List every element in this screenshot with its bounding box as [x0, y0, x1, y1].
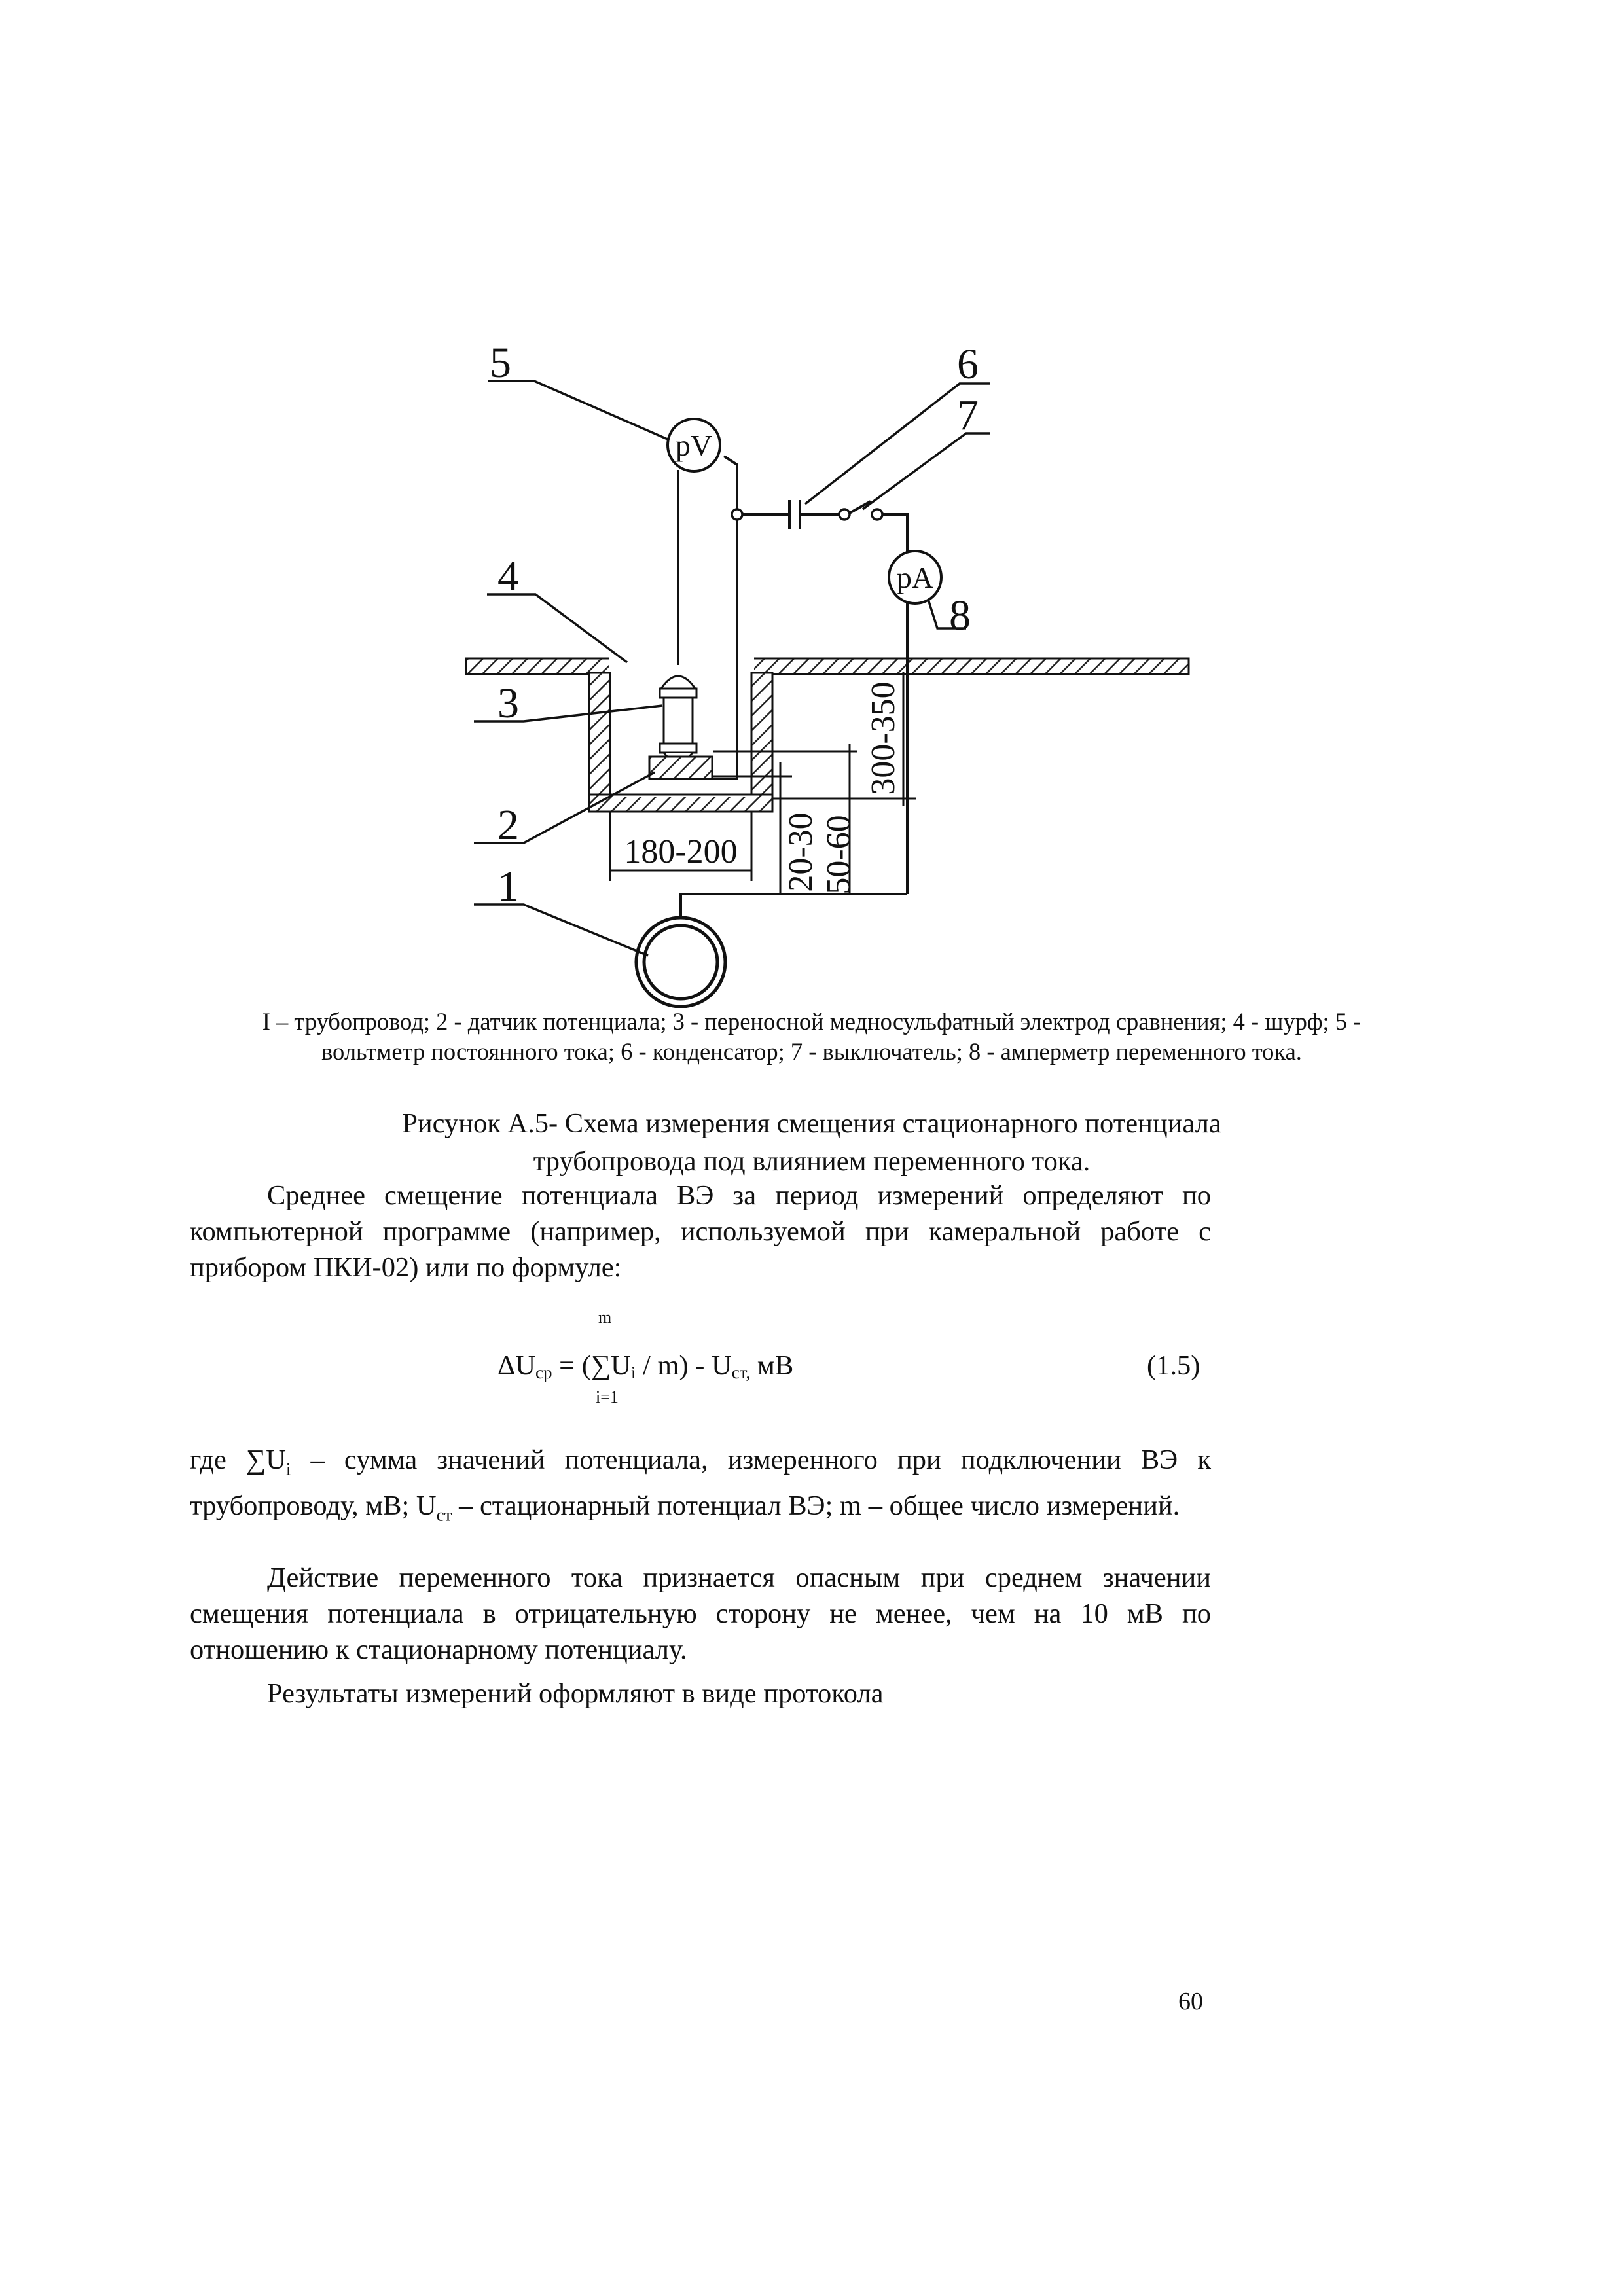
formula-delta-u: ΔU	[497, 1350, 536, 1381]
dim-sensor-depth: 50-60	[820, 815, 857, 895]
label-7: 7	[957, 391, 979, 439]
definitions-part-2: – сумма значений потенциала, измеренного при подключении ВЭ к трубопроводу, мВ; U	[190, 1444, 1211, 1521]
label-5: 5	[490, 339, 511, 387]
paragraph-protocol: Результаты измерений оформляют в виде протокола	[267, 1678, 884, 1709]
equation-number: (1.5)	[1147, 1350, 1200, 1381]
page-number: 60	[1178, 1988, 1203, 2015]
formula-eq-open: = (∑U	[552, 1350, 631, 1381]
voltmeter-label: pV	[675, 429, 713, 462]
figure-caption	[236, 1105, 1388, 1181]
paragraph-formula-intro: Среднее смещение потенциала ВЭ за период измерений определяют по компьютерной программе (например, используемой при камеральной работе с прибором ПКИ-02) или по формуле:	[190, 1180, 1211, 1283]
pipeline	[636, 918, 725, 1007]
formula-sub-st: ст,	[731, 1363, 751, 1382]
formula-1-5	[497, 1350, 793, 1383]
paragraph-definitions	[190, 1442, 1211, 1533]
ammeter	[889, 551, 941, 603]
formula-unit: мВ	[750, 1350, 794, 1381]
label-3: 3	[497, 679, 519, 727]
label-6: 6	[957, 340, 979, 388]
figure-caption-line-1: Рисунок А.5- Схема измерения смещения стационарного потенциала	[402, 1108, 1221, 1139]
dim-sensor-gap: 20-30	[782, 812, 820, 892]
dim-pit-width: 180-200	[624, 833, 738, 870]
dim-depth: 300-350	[865, 681, 902, 795]
formula-sub-i: i	[630, 1363, 636, 1382]
label-8: 8	[949, 592, 971, 639]
figure-legend: I – трубопровод; 2 - датчик потенциала; 3 - переносной медносульфатный электрод сравнения; 4 - шурф; 5 - вольтметр постоянного тока; 6 - конденсатор; 7 - выключатель; 8 - амперметр переменного тока.	[262, 1008, 1362, 1065]
voltmeter	[668, 419, 720, 471]
label-2: 2	[497, 801, 519, 849]
definitions-part-1: где ∑U	[190, 1444, 286, 1475]
definitions-sub-st: ст	[436, 1505, 452, 1524]
label-1: 1	[497, 863, 519, 910]
paragraph-danger-criterion: Действие переменного тока признается опасным при среднем значении смещения потенциала в отрицательную сторону не менее, чем на 10 мВ по отношению к стационарному потенциалу.	[190, 1562, 1211, 1665]
formula-middle: / m) - U	[636, 1350, 732, 1381]
measurement-circuit-diagram	[0, 0, 1624, 1008]
reference-electrode	[660, 676, 696, 762]
definitions-sub-i: i	[285, 1459, 291, 1479]
sum-upper-limit: m	[598, 1308, 612, 1327]
soil-and-pit	[466, 657, 1189, 812]
label-4: 4	[497, 552, 519, 600]
potential-sensor	[649, 757, 712, 779]
formula-sub-sr: ср	[535, 1363, 552, 1382]
ammeter-label: pA	[896, 561, 934, 594]
definitions-part-3: – стационарный потенциал ВЭ; m – общее число измерений.	[452, 1490, 1180, 1521]
sum-lower-limit: i=1	[596, 1388, 619, 1407]
figure-caption-line-2: трубопровода под влиянием переменного тока.	[533, 1146, 1091, 1177]
